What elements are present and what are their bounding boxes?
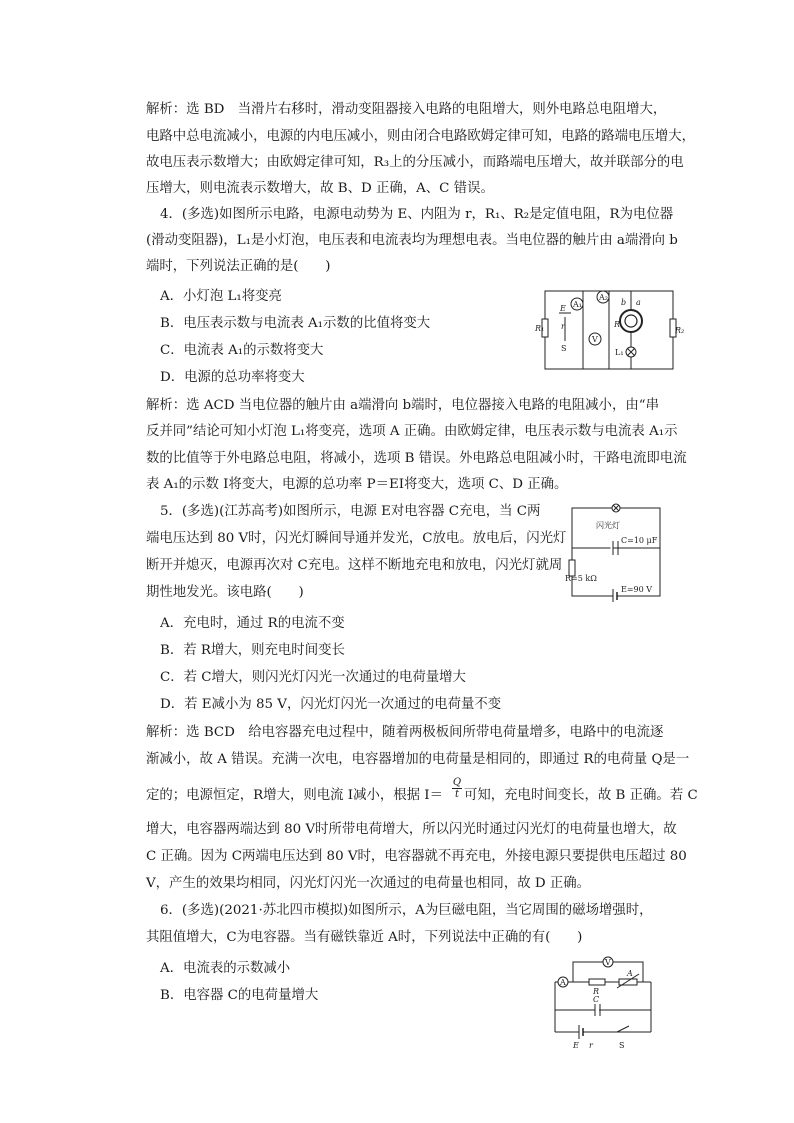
q4-stem-line-1: 4．(多选)如图所示电路，电源电动势为 E、内阻为 r，R₁、R₂是定值电阻，R为电位器 <box>160 207 674 222</box>
q5-stem-line-2: 端电压达到 80 V时，闪光灯瞬间导通并发光，C放电。放电后，闪光灯 <box>146 531 567 546</box>
q5-analysis-line-2: 渐减小，故 A 错误。充满一次电，电容器增加的电荷量是相同的，即通过 R的电荷量 Q是一 <box>146 752 690 767</box>
q6-fig-label-c: C <box>593 995 600 1004</box>
q5-fraction-num: Q <box>452 777 462 788</box>
q6-fig-label-ammeter: A <box>560 978 566 987</box>
q4-fig-label-v: V <box>592 335 598 344</box>
q5-analysis-line-5: C 正确。因为 C两端电压达到 80 V时，电容器就不再充电，外接电源只要提供电压超过 80 <box>146 849 687 864</box>
q4-fig-label-l1: L₁ <box>615 348 624 357</box>
q3-analysis-line-1: 解析：选 BD 当滑片右移时，滑动变阻器接入电路的电阻增大，则外电路总电阻增大， <box>146 102 667 117</box>
q4-fig-label-s: S <box>561 344 567 353</box>
q6-fig-label-a: A <box>627 969 633 978</box>
q6-stem-line-1: 6．(多选)(2021·苏北四市模拟)如图所示，A为巨磁电阻，当它周围的磁场增强时， <box>160 903 653 918</box>
q5-fig-label-lamp: 闪光灯 <box>596 521 620 530</box>
q5-fig-label-e: E=90 V <box>621 585 653 594</box>
q6-fig-label-v: V <box>605 958 611 967</box>
q4-analysis-line-1: 解析：选 ACD 当电位器的触片由 a端滑向 b端时，电位器接入电路的电阻减小，由“串 <box>146 398 659 413</box>
q5-option-a: A．充电时，通过 R的电流不变 <box>160 616 345 631</box>
q4-fig-label-b: b <box>621 298 627 307</box>
q4-fig-label-a2: A₂ <box>599 293 608 302</box>
q5-analysis-line-4: 增大，电容器两端达到 80 V时所带电荷增大，所以闪光时通过闪光灯的电荷量也增大，故 <box>146 822 677 837</box>
q3-analysis-line-4: 压增大，则电流表示数增大，故 B、D 正确，A、C 错误。 <box>146 181 494 196</box>
q5-fraction <box>452 777 462 800</box>
q5-option-c: C．若 C增大，则闪光灯闪光一次通过的电荷量增大 <box>160 670 466 685</box>
q5-option-b: B．若 R增大，则充电时间变长 <box>160 643 345 658</box>
q6-fig-label-r-internal: r <box>589 1041 593 1050</box>
q6-option-a: A．电流表的示数减小 <box>160 961 291 976</box>
q6-fig-label-e: E <box>573 1041 579 1050</box>
q5-analysis-line-3b: 可知，充电时间变长，故 B 正确。若 C <box>464 788 698 803</box>
q4-option-a: A．小灯泡 L₁将变亮 <box>160 289 282 304</box>
q4-fig-label-r1: R₁ <box>535 324 545 333</box>
q5-circuit-diagram <box>562 500 672 602</box>
q4-stem-line-3: 端时，下列说法正确的是( ) <box>146 259 331 274</box>
q5-analysis-line-6: V，产生的效果均相同，闪光灯闪光一次通过的电荷量也相同，故 D 正确。 <box>146 876 591 891</box>
q5-stem-line-3: 断开并熄灭，电源再次对 C充电。这样不断地充电和放电，闪光灯就周 <box>146 558 563 573</box>
q4-analysis-line-4: 表 A₁的示数 I将变大，电源的总功率 P＝EI将变大，选项 C、D 正确。 <box>146 477 568 492</box>
q6-stem-line-2: 其阻值增大，C为电容器。当有磁铁靠近 A时，下列说法中正确的有( ) <box>146 930 583 945</box>
q6-option-b: B．电容器 C的电荷量增大 <box>160 988 319 1003</box>
q5-stem-line-1: 5．(多选)(江苏高考)如图所示，电源 E对电容器 C充电，当 C两 <box>160 504 541 519</box>
q6-fig-label-s: S <box>619 1041 625 1050</box>
q3-analysis-line-3: 故电压表示数增大；由欧姆定律可知，R₃上的分压减小，而路端电压增大，故并联部分的电 <box>146 155 684 170</box>
q4-option-b: B．电压表示数与电流表 A₁示数的比值将变大 <box>160 316 431 331</box>
q5-fig-label-c: C=10 μF <box>621 536 658 545</box>
q5-fraction-den: t <box>454 789 460 800</box>
q6-fig-label-r: R <box>593 987 600 996</box>
q4-fig-label-r2: R₂ <box>675 326 685 335</box>
q4-fig-label-r: R <box>614 320 621 329</box>
q4-fig-label-a: a <box>636 298 641 307</box>
q5-option-d: D．若 E减小为 85 V，闪光灯闪光一次通过的电荷量不变 <box>160 697 502 712</box>
q4-analysis-line-3: 数的比值等于外电路总电阻，将减小，选项 B 错误。外电路总电阻减小时，干路电流即电流 <box>146 451 687 466</box>
q4-circuit-diagram <box>535 283 685 375</box>
q5-stem-line-4: 期性地发光。该电路( ) <box>146 585 304 600</box>
q4-fig-label-e: E <box>560 304 566 313</box>
q4-analysis-line-2: 反并同”结论可知小灯泡 L₁将变亮，选项 A 正确。由欧姆定律，电压表示数与电流表 A₁示 <box>146 424 678 439</box>
q5-analysis-line-1: 解析：选 BCD 给电容器充电过程中，随着两极板间所带电荷量增多，电路中的电流逐 <box>146 725 664 740</box>
q4-fig-label-a1: A₁ <box>573 300 582 309</box>
q6-circuit-diagram <box>545 952 660 1050</box>
q5-analysis-line-3a: 定的；电源恒定，R增大，则电流 I减小，根据 I＝ <box>146 788 443 803</box>
q4-option-c: C．电流表 A₁的示数将变大 <box>160 343 324 358</box>
q3-analysis-line-2: 电路中总电流减小，电源的内电压减小，则由闭合电路欧姆定律可知，电路的路端电压增大， <box>146 129 696 144</box>
q4-option-d: D．电源的总功率将变大 <box>160 370 305 385</box>
q4-fig-label-r-internal: r <box>561 322 565 331</box>
q5-fig-label-r: R=5 kΩ <box>565 574 597 583</box>
q4-stem-line-2: (滑动变阻器)，L₁是小灯泡，电压表和电流表均为理想电表。当电位器的触片由 a端滑向 b <box>146 233 678 248</box>
